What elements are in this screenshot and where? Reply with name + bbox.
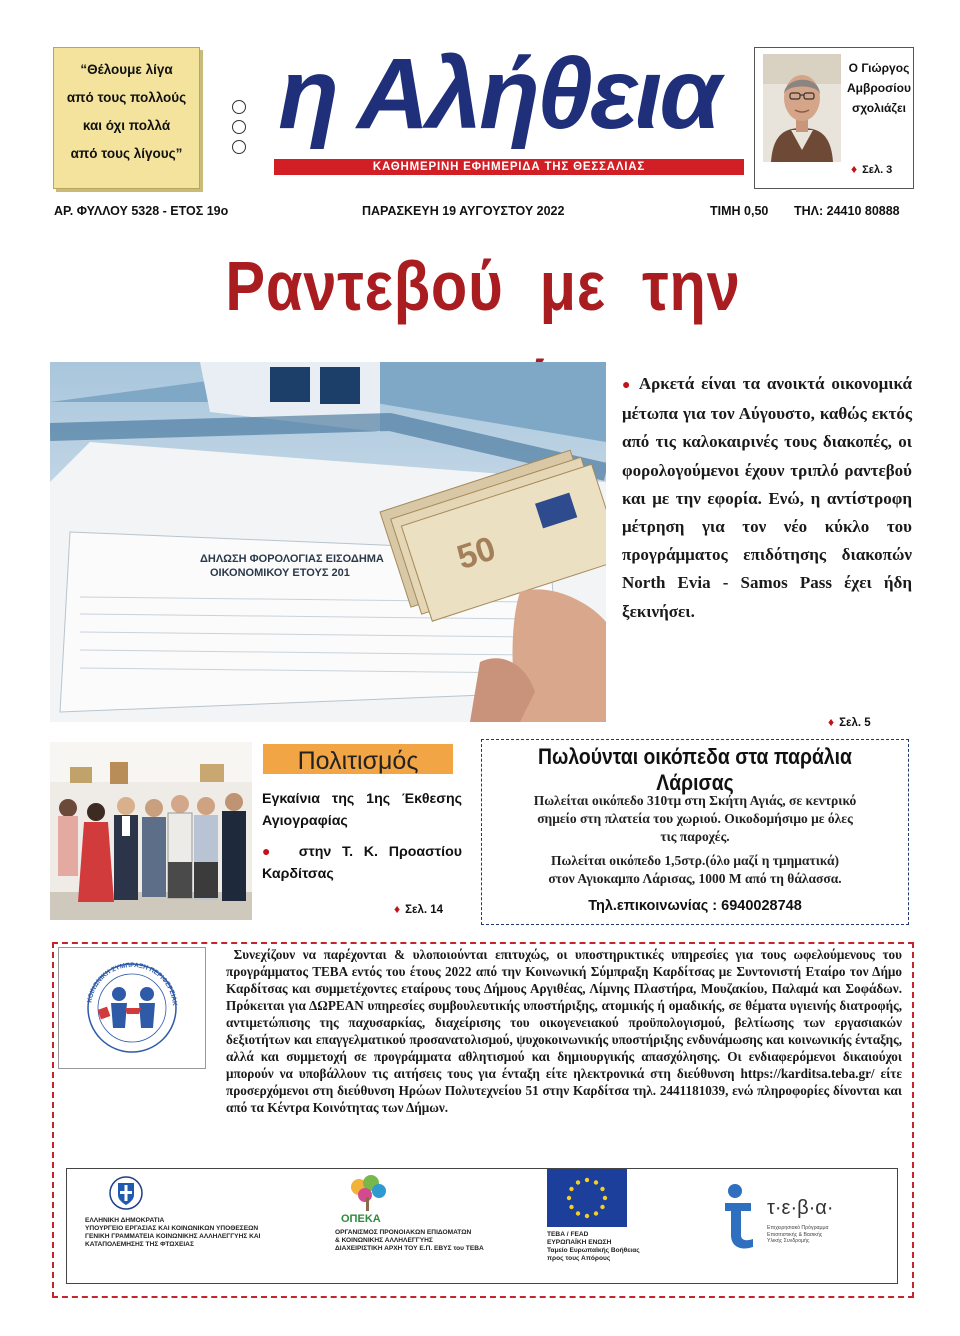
section-tag-culture[interactable]: Πολιτισμός [263,744,453,774]
motto-box [53,47,200,189]
culture-story[interactable] [262,788,462,885]
ad-text-line: Πωλείται οικόπεδο 1,5στρ.(όλο μαζί η τμηματικά) [550,853,840,868]
partnership-emblem-icon [59,948,205,1068]
masthead-subtitle: ΚΑΘΗΜΕΡΙΝΗ ΕΦΗΜΕΡΙΔΑ ΤΗΣ ΘΕΣΣΑΛΙΑΣ [274,159,744,175]
sponsor-caption: Υλικής Συνδρομής [767,1238,810,1244]
sponsor-logos [66,1168,898,1284]
sponsor-caption: & ΚΟΙΝΩΝΙΚΗΣ ΑΛΛΗΛΕΓΓΥΗΣ [335,1237,433,1244]
land-sale-ad[interactable] [481,739,909,925]
main-story-page-ref[interactable]: ♦ Σελ. 5 [828,715,871,729]
headline[interactable]: Ραντεβού με την [225,247,741,325]
sponsor-greek-ministry [81,1169,331,1283]
culture-story-sub: στην Τ. Κ. Προαστίου Καρδίτσας [262,844,463,882]
main-photo[interactable] [50,362,606,722]
ad-text-line: σημείο στη πλατεία του χωριού. Οικοδομήσιμο με όλες [537,811,853,826]
main-story[interactable] [622,370,912,626]
sponsor-caption: ΟΡΓΑΝΙΣΜΟΣ ΠΡΟΝΟΙΑΚΩΝ ΕΠΙΔΟΜΑΤΩΝ [335,1229,472,1236]
columnist-portrait [763,54,841,162]
issue-date: ΠΑΡΑΣΚΕΥΗ 19 ΑΥΓΟΥΣΤΟΥ 2022 [362,204,565,218]
form-heading: ΔΗΛΩΣΗ ΦΟΡΟΛΟΓΙΑΣ ΕΙΣΟΔΗΜΑ [200,553,384,565]
culture-photo[interactable] [50,742,252,920]
main-story-text: Αρκετά είναι τα ανοικτά οικονομικά μέτωπα για τον Αύγουστο, καθώς εκτός από τις καλοκαιρινές τους διακοπές, οι φορολογούμενοι έχουν τριπλό ραντεβού και με την εφορία. Ενώ, η αντίστροφη μέτρηση για τον νέο κύκλο του προγράμματος επιδότησης διακοπών North Evia - Samos Pass έχει ήδη ξεκινήσει. [622,374,912,621]
teba-name: τ·ε·β·α· [767,1197,834,1219]
sponsor-caption: ΚΑΤΑΠΟΛΕΜΗΣΗΣ ΤΗΣ ΦΤΩΧΕΙΑΣ [85,1241,194,1248]
diamond-icon: ♦ [851,162,858,176]
masthead-badges [232,100,248,160]
badge-icon [232,100,246,114]
sponsor-caption: Ταμείο Ευρωπαϊκής Βοήθειας [547,1247,640,1254]
sponsor-caption: Επιχειρησιακό Πρόγραμμα [767,1225,829,1231]
banknote-value: 50 [452,529,501,578]
tax-form-money-illustration [50,362,606,722]
teba-mark-icon [721,1183,761,1249]
ad-title: Πωλούνται οικόπεδα στα παράλια Λάρισας [538,744,852,795]
opeka-tree-icon [341,1173,395,1213]
form-heading: ΟΙΚΟΝΟΜΙΚΟΥ ΕΤΟΥΣ 201 [210,567,350,579]
motto-line: από τους λίγους” [70,146,183,161]
sponsor-eu-fead [547,1169,697,1283]
ad-text-line: Πωλείται οικόπεδο 310τμ στη Σκήτη Αγιάς, σε κεντρικό [533,793,857,808]
badge-icon [232,140,246,154]
columnist-box[interactable] [754,47,914,189]
social-partnership-logo [58,947,206,1069]
columnist-page-ref[interactable]: ♦ Σελ. 3 [851,162,893,176]
bullet-icon: ● [622,378,634,393]
sponsor-caption: ΓΕΝΙΚΗ ΓΡΑΜΜΑΤΕΙΑ ΚΟΙΝΩΝΙΚΗΣ ΑΛΛΗΛΕΓΓΥΗΣ ΚΑΙ [85,1233,261,1240]
sponsor-caption: ΔΙΑΧΕΙΡΙΣΤΙΚΗ ΑΡΧΗ ΤΟΥ Ε.Π. ΕΒΥΣ του ΤΕΒΑ [335,1245,484,1252]
motto-line: “Θέλουμε λίγα [80,62,173,77]
price: ΤΙΜΗ 0,50 [710,204,769,218]
ad-phone: Τηλ.επικοινωνίας : 6940028748 [588,898,802,914]
diamond-icon: ♦ [394,902,401,916]
sponsor-teba [717,1169,892,1283]
teba-announcement[interactable] [226,946,902,1116]
culture-page-ref[interactable]: ♦ Σελ. 14 [394,902,444,916]
sponsor-caption: προς τους Απόρους [547,1255,611,1262]
ad-text-line: τις παροχές. [660,829,730,844]
teba-announcement-text: Συνεχίζουν να παρέχονται & υλοποιούνται επιτυχώς, οι υποστηρικτικές υπηρεσίες για τους ωφελούμενους του προγράμματος ΤΕΒΑ εντός του έτους 2022 από την Κοινωνική Σύμπραξη Καρδίτσας με Συντονιστή Εταίρο τον Δήμο Καρδίτσας και συμμετέχοντες εταίρους τους Δήμους Αργιθέας, Λίμνης Πλαστήρα, Μουζακίου, Παλαμά και Σοφάδων. Πρόκειται για ΔΩΡΕΑΝ υπηρεσίες συμβουλευτικής υποστήριξης, ατομικής ή ομαδικής, σε θέματα υγιεινής διατροφής, αντιμετώπισης της παχυσαρκίας, διαχείρισης του οικογενειακού προϋπολογισμού, βελτίωσης των εργασιακών δεξιοτήτων και επαγγελματικού προσανατολισμού, ψυχοκοινωνικής υποστήριξης ενδυνάμωσης και κοινωνικής ένταξης, αλλά και συμμετοχή σε προγράμματα αθλητισμού και δημιουργικής απασχόλησης. Οι ενδιαφερόμενοι δικαιούχοι μπορούν να υποβάλλουν τις αιτήσεις τους για ένταξη είτε ηλεκτρονικά στη διεύθυνση https://karditsa.teba.gr/ είτε προσερχόμενοι στη διεύθυνση Ηρώων Πολυτεχνείου 51 στην Καρδίτσα τηλ. 2441181039, ενώ πληροφορίες δίνονται και από τα Κέντρα Κοινότητας των Δήμων. [226,947,903,1115]
exhibition-crowd-illustration [50,742,252,920]
ad-text-line: στον Αγιοκαμπο Λάρισας, 1000 Μ από τη θάλασσα. [548,871,842,886]
bullet-icon: ● [262,843,278,859]
motto-line: και όχι πολλά [82,118,171,133]
masthead-title: η Αλήθεια [278,38,719,150]
culture-story-title: Εγκαίνια της 1ης Έκθεσης Αγιογραφίας [262,791,462,829]
logo-ring-text: ΚΟΙΝΩΝΙΚΗ ΣΥΜΠΡΑΞΗ ΠΕΡΙΦΕΡΕΙΑΚ [86,961,178,1007]
issue-number: ΑΡ. ΦΥΛΛΟΥ 5328 - ΕΤΟΣ 19ο [54,204,229,218]
badge-icon [232,120,246,134]
diamond-icon: ♦ [828,715,835,729]
motto-line: από τους πολλούς [66,90,187,105]
opeka-name: ΟΠΕΚΑ [341,1213,381,1225]
contact-phone: ΤΗΛ: 24410 80888 [794,204,900,218]
sponsor-caption: ΕΥΡΩΠΑΪΚΗ ΕΝΩΣΗ [547,1239,612,1246]
sponsor-caption: ΤΕΒΑ / FEAD [547,1231,589,1238]
sponsor-opeka [335,1169,540,1283]
sponsor-caption: Επισιτιστικής & Βασικής [767,1231,823,1238]
eu-flag-icon [547,1169,627,1227]
columnist-name: Ο Γιώργος Αμβροσίου σχολιάζει [847,61,911,115]
sponsor-caption: ΥΠΟΥΡΓΕΙΟ ΕΡΓΑΣΙΑΣ ΚΑΙ ΚΟΙΝΩΝΙΚΩΝ ΥΠΟΘΕΣΕΩΝ [85,1225,259,1232]
greek-coat-of-arms-icon [109,1175,143,1211]
sponsor-caption: ΕΛΛΗΝΙΚΗ ΔΗΜΟΚΡΑΤΙΑ [85,1217,165,1224]
